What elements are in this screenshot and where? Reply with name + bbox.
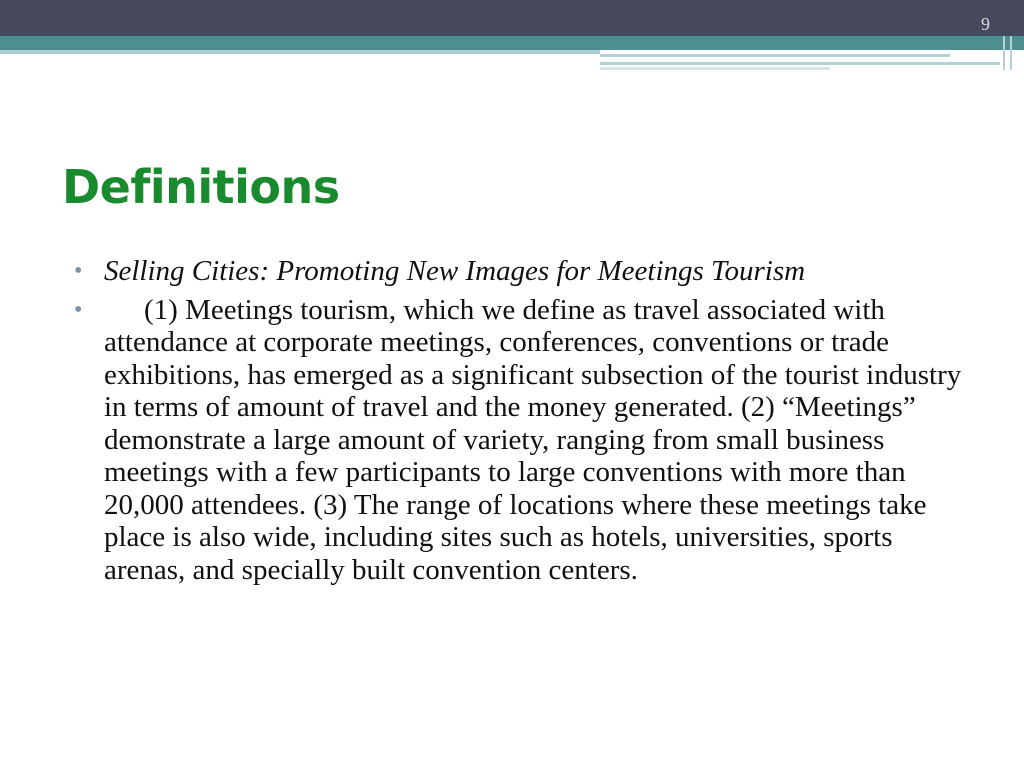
decorative-line (600, 54, 950, 57)
slide-number: 9 (981, 14, 990, 34)
bullet-icon: • (74, 296, 83, 323)
slide-title: Definitions (62, 160, 340, 214)
header-accent-light-band (0, 50, 600, 54)
header-bar (0, 0, 1024, 36)
bullet-text: (1) Meetings tourism, which we define as travel associated with attendance at corporate meetings, conferences, conventions or trade exhibitions, has emerged as a significant subsection of the tourist industry in terms of amount of travel and the money generated. (2) “Meetings” demonstrate a large amount of variety, ranging from small business meetings with a few participants to large conventions with more than 20,000 attendees. (3) The range of locations where these meetings take place is also wide, including sites such as hotels, universities, sports arenas, and specially built convention centers. (104, 293, 962, 586)
header-accent-band (0, 36, 1024, 50)
bullet-list (74, 255, 974, 592)
decorative-line (600, 62, 1000, 65)
decorative-line (600, 67, 830, 70)
bullet-icon: • (74, 258, 83, 284)
list-item (74, 255, 974, 288)
bullet-text: Selling Cities: Promoting New Images for Meetings Tourism (104, 255, 806, 287)
list-item (74, 294, 974, 587)
decorative-line (1003, 36, 1005, 70)
decorative-line (1010, 36, 1012, 70)
